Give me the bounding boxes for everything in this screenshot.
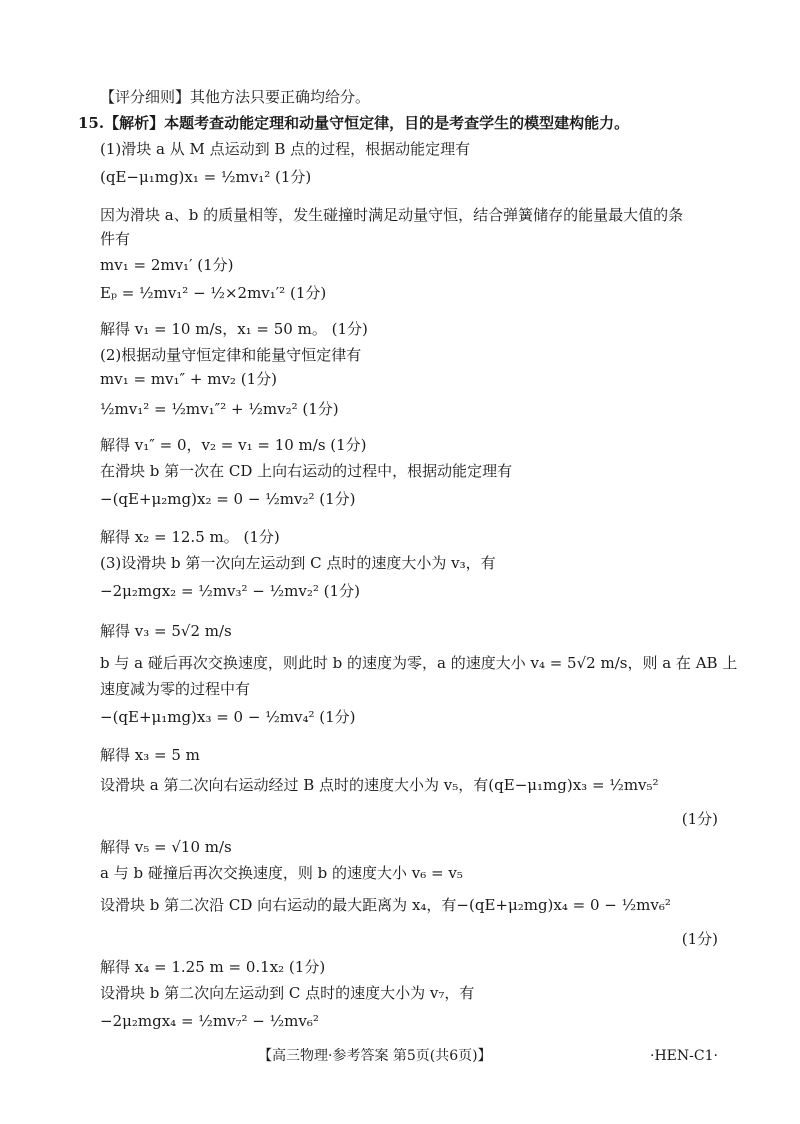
part-2-intro: (2)根据动量守恒定律和能量守恒定律有: [100, 346, 362, 364]
result-4: 解得 v₃ = 5√2 m/s: [100, 622, 232, 640]
score-mark: (1分): [681, 930, 718, 948]
paragraph-exchange-cont: 速度减为零的过程中有: [100, 680, 251, 698]
paragraph-cd-right: 在滑块 b 第一次在 CD 上向右运动的过程中，根据动能定理有: [100, 462, 513, 480]
paragraph-momentum: 因为滑块 a、b 的质量相等，发生碰撞时满足动量守恒，结合弹簧储存的能量最大值的条: [100, 206, 684, 224]
equation-5: ½mv₁² = ½mv₁″² + ½mv₂² (1分): [100, 400, 339, 418]
paragraph-exchange-2: a 与 b 碰撞后再次交换速度，则 b 的速度大小 v₆ = v₅: [100, 864, 463, 882]
scoring-note: 【评分细则】其他方法只要正确均给分。: [100, 88, 371, 106]
result-7: 解得 x₄ = 1.25 m = 0.1x₂ (1分): [100, 958, 326, 976]
paragraph-momentum-cont: 件有: [100, 230, 131, 248]
equation-2: mv₁ = 2mv₁′ (1分): [100, 256, 234, 274]
equation-1: (qE−μ₁mg)x₁ = ½mv₁² (1分): [100, 168, 312, 186]
result-1: 解得 v₁ = 10 m/s，x₁ = 50 m。 (1分): [100, 320, 368, 338]
paragraph-max-distance: 设滑块 b 第二次沿 CD 向右运动的最大距离为 x₄，有−(qE+μ₂mg)x₄ = 0 − ½mv₆²: [100, 896, 671, 914]
result-5: 解得 x₃ = 5 m: [100, 746, 200, 764]
footer-page-info: 【高三物理·参考答案 第5页(共6页)】: [258, 1048, 492, 1064]
equation-7: −2μ₂mgx₂ = ½mv₃² − ½mv₂² (1分): [100, 582, 360, 600]
score-mark: (1分): [681, 810, 718, 828]
footer-code: ·HEN-C1·: [650, 1048, 718, 1064]
question-15-heading: 15.【解析】本题考查动能定理和动量守恒定律，目的是考查学生的模型建构能力。: [78, 114, 630, 132]
equation-4: mv₁ = mv₁″ + mv₂ (1分): [100, 370, 277, 388]
result-2: 解得 v₁″ = 0，v₂ = v₁ = 10 m/s (1分): [100, 436, 367, 454]
equation-3: Eₚ = ½mv₁² − ½×2mv₁′² (1分): [100, 284, 327, 302]
part-1-intro: (1)滑块 a 从 M 点运动到 B 点的过程，根据动能定理有: [100, 140, 471, 158]
equation-9: −2μ₂mgx₄ = ½mv₇² − ½mv₆²: [100, 1012, 319, 1030]
paragraph-second-right: 设滑块 a 第二次向右运动经过 B 点时的速度大小为 v₅，有(qE−μ₁mg)x₃ = ½mv₅²: [100, 776, 659, 794]
paragraph-second-left: 设滑块 b 第二次向左运动到 C 点时的速度大小为 v₇，有: [100, 984, 475, 1002]
result-3: 解得 x₂ = 12.5 m。 (1分): [100, 528, 280, 546]
result-6: 解得 v₅ = √10 m/s: [100, 838, 232, 856]
equation-6: −(qE+μ₂mg)x₂ = 0 − ½mv₂² (1分): [100, 490, 356, 508]
equation-8: −(qE+μ₁mg)x₃ = 0 − ½mv₄² (1分): [100, 708, 356, 726]
paragraph-exchange: b 与 a 碰后再次交换速度，则此时 b 的速度为零，a 的速度大小 v₄ = 5√2 m/s，则 a 在 AB 上: [100, 654, 738, 672]
part-3-intro: (3)设滑块 b 第一次向左运动到 C 点时的速度大小为 v₃，有: [100, 554, 496, 572]
